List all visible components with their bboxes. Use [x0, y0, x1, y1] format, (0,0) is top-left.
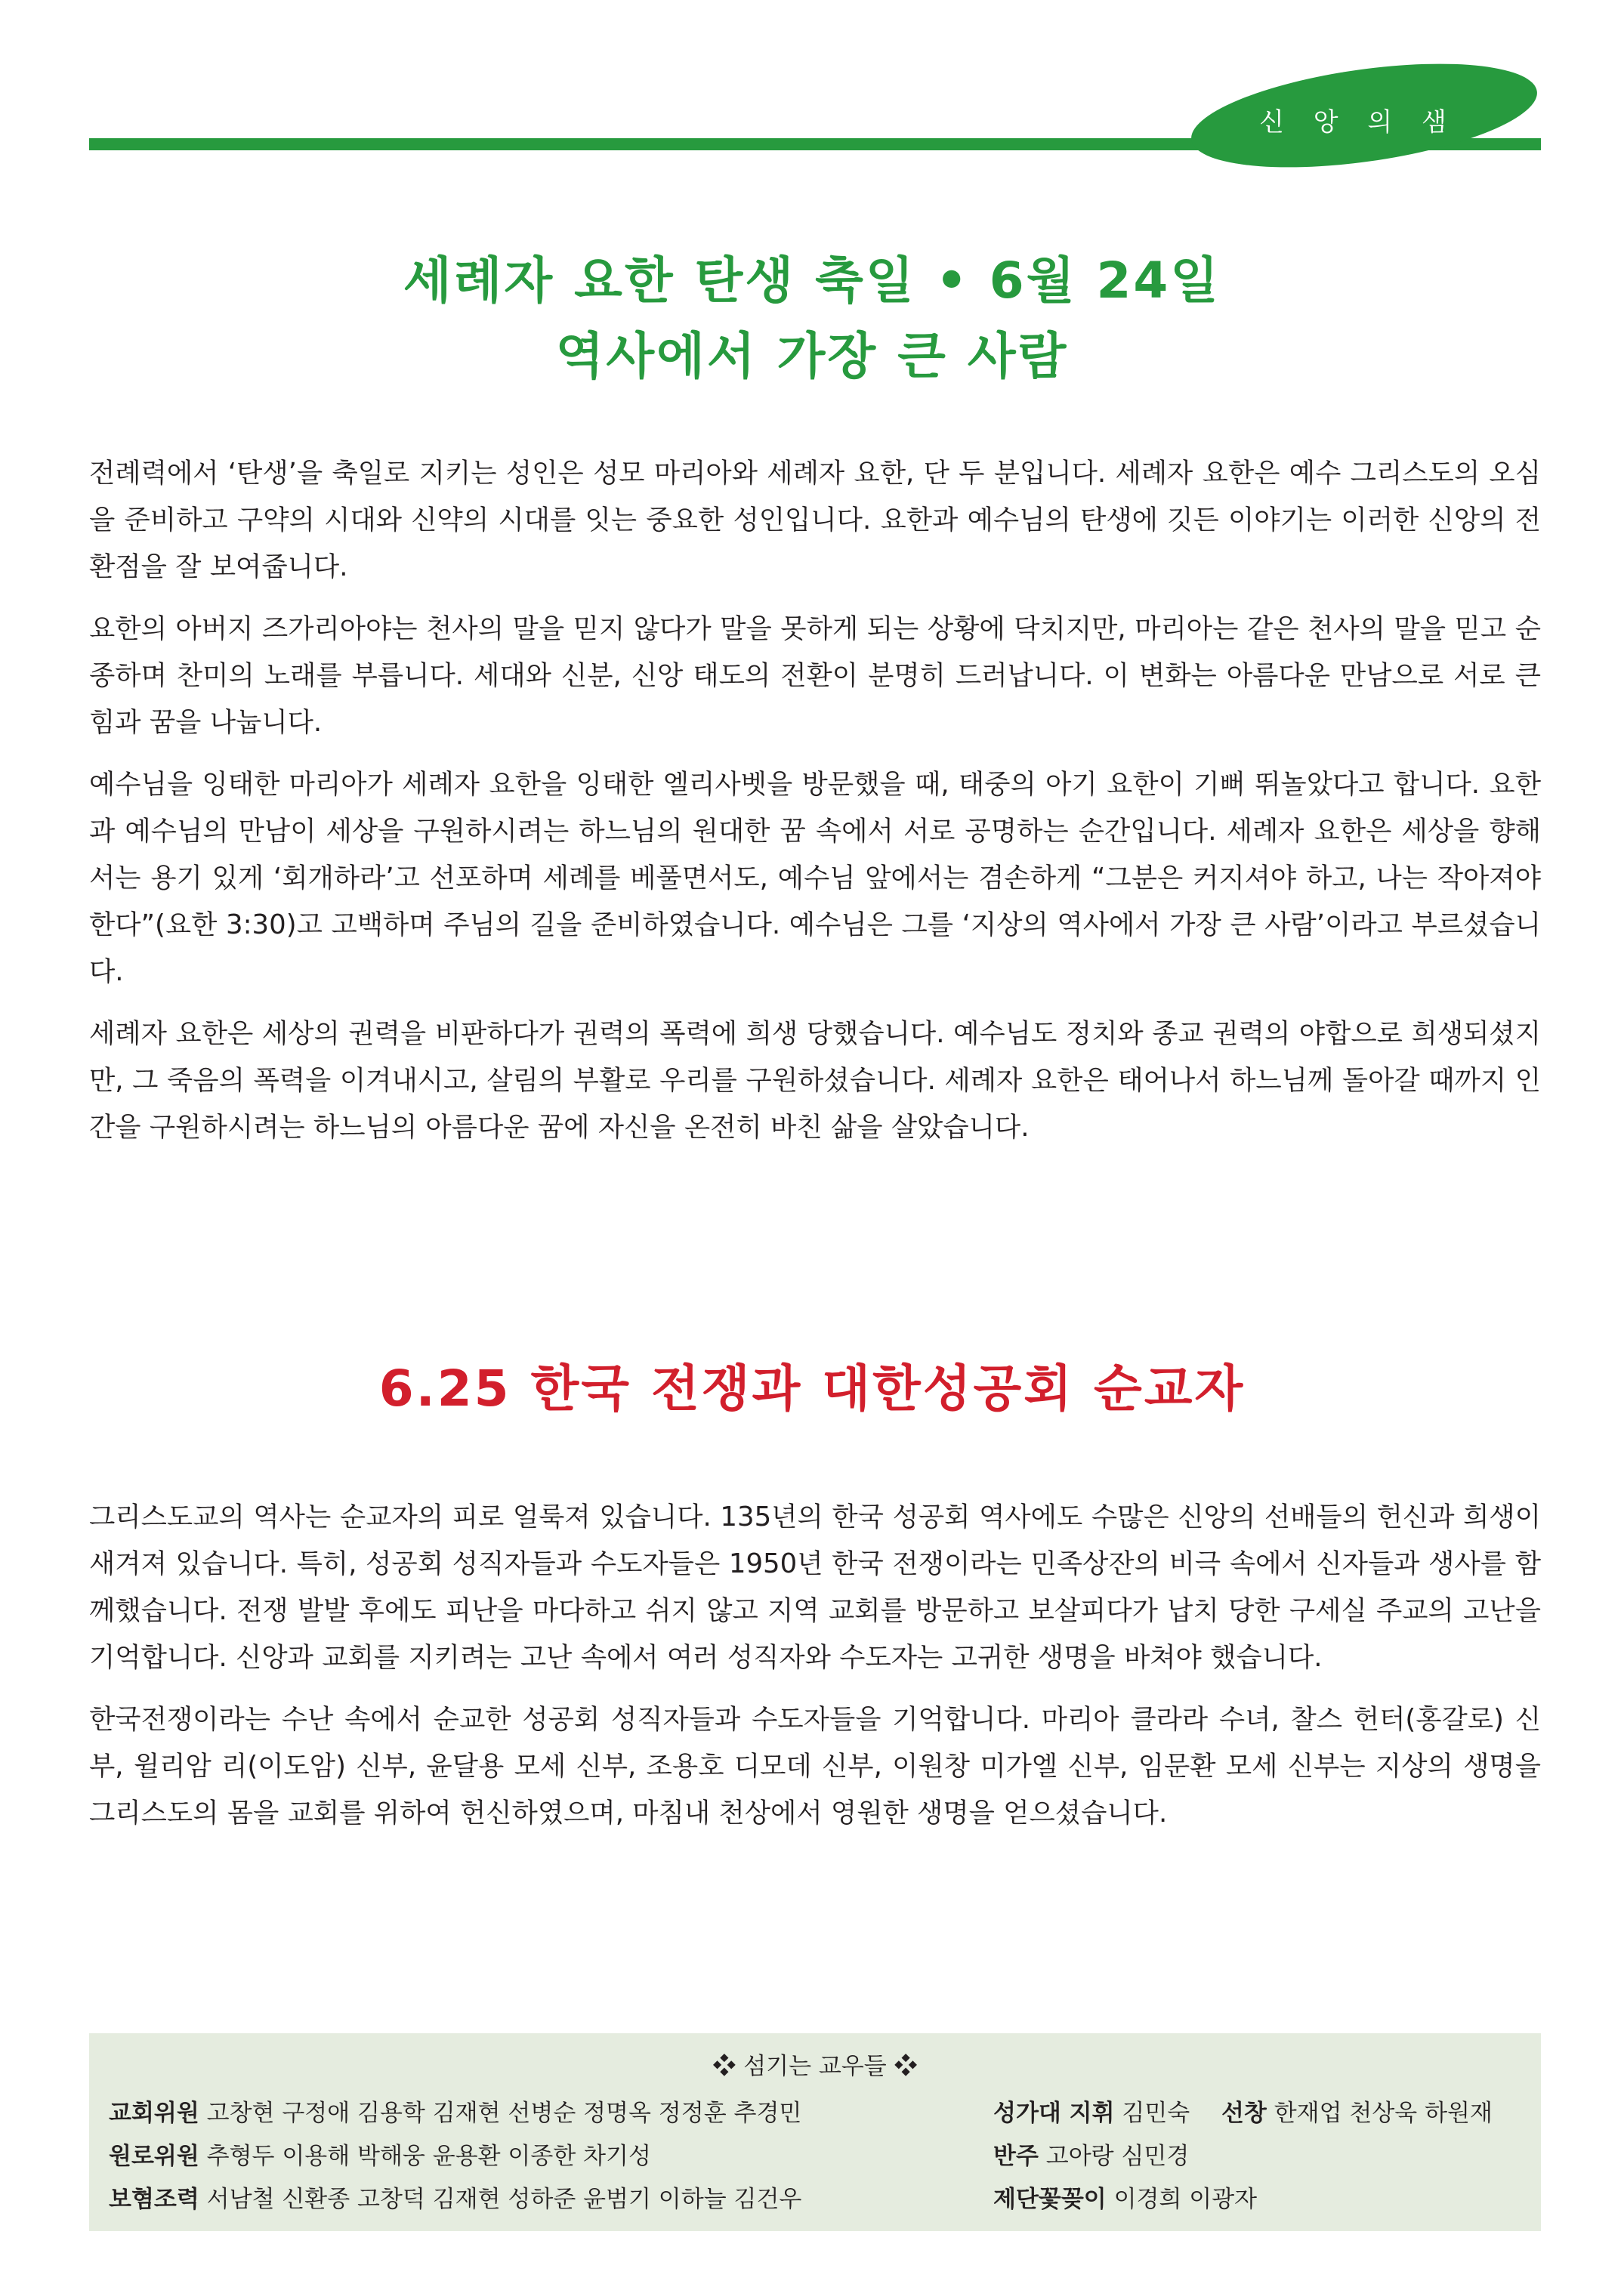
servers-row: [109, 2178, 801, 2221]
role-label: 반주: [993, 2143, 1039, 2170]
role-label: 교회위원: [109, 2100, 199, 2127]
role-label: 보혐조력: [109, 2186, 199, 2213]
servers-box: [89, 2033, 1541, 2231]
role-label: 원로위원: [109, 2143, 199, 2170]
section1-title-line2: 역사에서 가장 큰 사람: [555, 327, 1069, 385]
role-label: 성가대 지휘: [993, 2100, 1115, 2127]
section1-body: [89, 450, 1541, 1166]
section2-body: [89, 1494, 1541, 1852]
servers-row: [109, 2092, 801, 2135]
servers-heading: ❖ 섬기는 교우들 ❖: [712, 2053, 918, 2080]
role-label: 선창: [1221, 2100, 1267, 2127]
paragraph: 세례자 요한은 세상의 권력을 비판하다가 권력의 폭력에 희생 당했습니다. 예수님도 정치와 종교 권력의 야합으로 희생되셨지만, 그 죽음의 폭력을 이겨내시고, 살림의 부활로 우리를 구원하셨습니다. 세례자 요한은 태어나서 하느님께 돌아갈 때까지 인간을 구원하시려는 하느님의 아름다운 꿈에 자신을 온전히 바친 삶을 살았습니다.: [89, 1018, 1541, 1143]
servers-row: [109, 2135, 801, 2178]
servers-right-column: [993, 2092, 1493, 2221]
section1-title-line1: 세례자 요한 탄생 축일 • 6월 24일: [403, 252, 1221, 310]
names: 이경희 이광자: [1113, 2186, 1258, 2213]
servers-row: [993, 2178, 1493, 2221]
names: 김민숙: [1122, 2100, 1190, 2127]
names: 추형두 이용해 박해웅 윤용환 이종한 차기성: [206, 2143, 651, 2170]
servers-row: [993, 2092, 1493, 2135]
names: 고아랑 심민경: [1045, 2143, 1190, 2170]
paragraph: 한국전쟁이라는 수난 속에서 순교한 성공회 성직자들과 수도자들을 기억합니다. 마리아 클라라 수녀, 찰스 헌터(홍갈로) 신부, 윌리암 리(이도암) 신부, 윤달용 모세 신부, 조용호 디모데 신부, 이원창 미가엘 신부, 임문환 모세 신부는 지상의 생명을 그리스도의 몸을 교회를 위하여 헌신하였으며, 마침내 천상에서 영원한 생명을 얻으셨습니다.: [89, 1704, 1541, 1829]
paragraph: 예수님을 잉태한 마리아가 세례자 요한을 잉태한 엘리사벳을 방문했을 때, 태중의 아기 요한이 기뻐 뛰놀았다고 합니다. 요한과 예수님의 만남이 세상을 구원하시려는 하느님의 원대한 꿈 속에서 서로 공명하는 순간입니다. 세례자 요한은 세상을 향해서는 용기 있게 ‘회개하라’고 선포하며 세례를 베풀면서도, 예수님 앞에서는 겸손하게 “그분은 커지셔야 하고, 나는 작아져야 한다”(요한 3:30)고 고백하며 주님의 길을 준비하였습니다. 예수님은 그를 ‘지상의 역사에서 가장 큰 사람’이라고 부르셨습니다.: [89, 769, 1542, 987]
names: 한재업 천상욱 하원재: [1274, 2100, 1493, 2127]
section2-title: 6.25 한국 전쟁과 대한성공회 순교자: [378, 1360, 1246, 1418]
servers-row: [993, 2135, 1493, 2178]
paragraph: 전례력에서 ‘탄생’을 축일로 지키는 성인은 성모 마리아와 세례자 요한, 단 두 분입니다. 세례자 요한은 예수 그리스도의 오심을 준비하고 구약의 시대와 신약의 시대를 잇는 중요한 성인입니다. 요한과 예수님의 탄생에 깃든 이야기는 이러한 신앙의 전환점을 잘 보여줍니다.: [89, 458, 1541, 582]
servers-left-column: [109, 2092, 801, 2221]
paragraph: 요한의 아버지 즈가리아야는 천사의 말을 믿지 않다가 말을 못하게 되는 상황에 닥치지만, 마리아는 같은 천사의 말을 믿고 순종하며 찬미의 노래를 부릅니다. 세대와 신분, 신앙 태도의 전환이 분명히 드러납니다. 이 변화는 아름다운 만남으로 서로 큰 힘과 꿈을 나눕니다.: [89, 613, 1541, 738]
names: 고창현 구정애 김용학 김재현 선병순 정명옥 정정훈 추경민: [206, 2100, 802, 2127]
role-label: 제단꽃꽂이: [993, 2186, 1107, 2213]
paragraph: 그리스도교의 역사는 순교자의 피로 얼룩져 있습니다. 135년의 한국 성공회 역사에도 수많은 신앙의 선배들의 헌신과 희생이 새겨져 있습니다. 특히, 성공회 성직자들과 수도자들은 1950년 한국 전쟁이라는 민족상잔의 비극 속에서 신자들과 생사를 함께했습니다. 전쟁 발발 후에도 피난을 마다하고 쉬지 않고 지역 교회를 방문하고 보살피다가 납치 당한 구세실 주교의 고난을 기억합니다. 신앙과 교회를 지키려는 고난 속에서 여러 성직자와 수도자는 고귀한 생명을 바쳐야 했습니다.: [89, 1502, 1541, 1673]
header-label: 신 앙 의 샘: [1259, 107, 1457, 137]
names: 서남철 신환종 고창덕 김재현 성하준 윤범기 이하늘 김건우: [206, 2186, 802, 2213]
